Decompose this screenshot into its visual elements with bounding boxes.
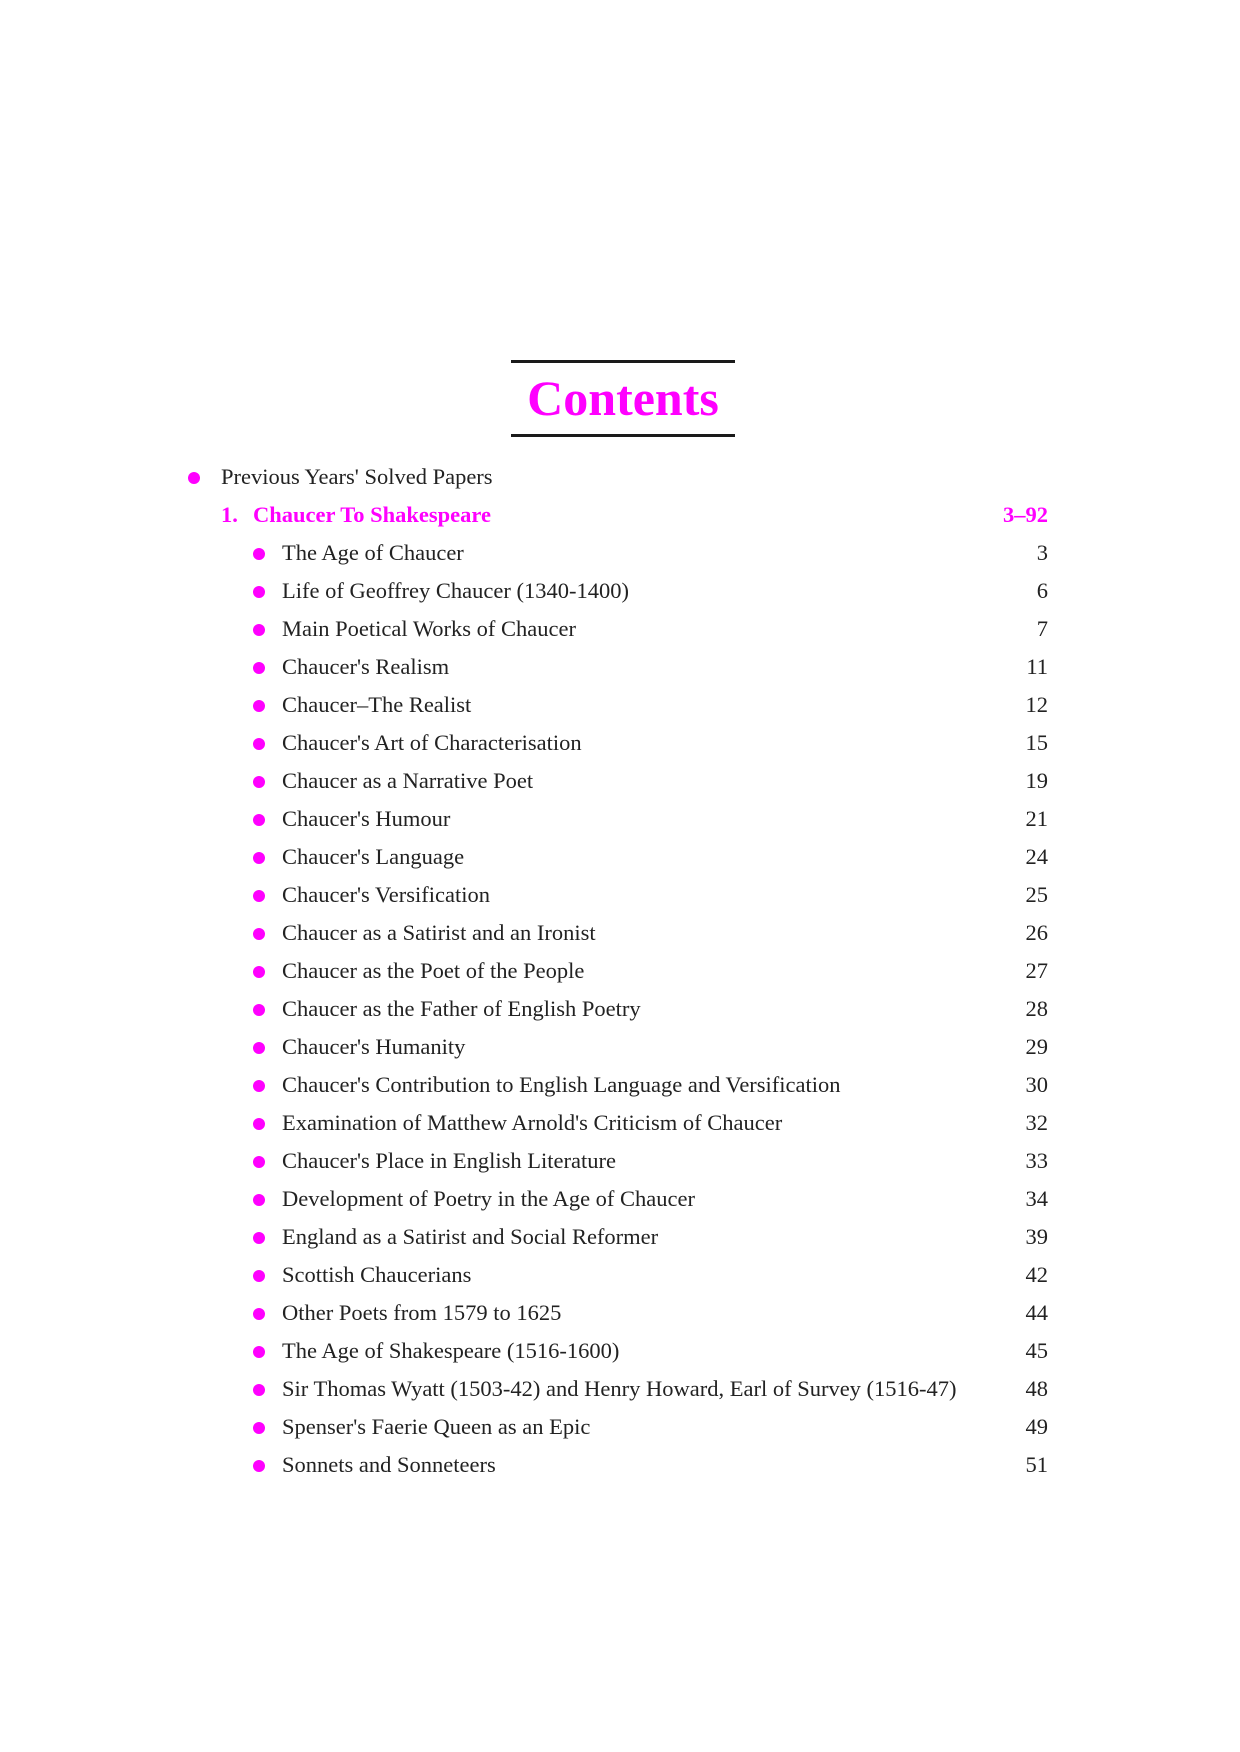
toc-entry-label: Chaucer as a Satirist and an Ironist — [282, 920, 596, 945]
toc-entry[interactable] — [253, 610, 1048, 648]
bullet-icon — [253, 1080, 265, 1092]
toc-entry[interactable] — [253, 648, 1048, 686]
toc-entry-page-number: 24 — [1025, 844, 1048, 869]
toc-entry-page-number: 49 — [1025, 1414, 1048, 1439]
toc-entry[interactable] — [253, 876, 1048, 914]
toc-entry[interactable] — [253, 1142, 1048, 1180]
bullet-icon — [253, 1194, 265, 1206]
toc-entry-label: Chaucer's Versification — [282, 882, 490, 907]
toc-entry-page-number: 26 — [1025, 920, 1048, 945]
toc-entry-label: Chaucer's Realism — [282, 654, 450, 679]
toc-entry-label: Chaucer as a Narrative Poet — [282, 768, 534, 793]
toc-entry[interactable] — [253, 1408, 1048, 1446]
toc-entry-label: Chaucer as the Father of English Poetry — [282, 996, 641, 1021]
toc-entry-page-number: 25 — [1025, 882, 1048, 907]
bullet-icon — [253, 624, 265, 636]
toc-entry-page-number: 19 — [1025, 768, 1048, 793]
toc-entry[interactable] — [253, 838, 1048, 876]
bullet-icon — [253, 852, 265, 864]
toc-solved-papers-item[interactable] — [188, 458, 1048, 496]
toc-entry-label: Life of Geoffrey Chaucer (1340-1400) — [282, 578, 629, 603]
bullet-icon — [253, 928, 265, 940]
toc-entry-page-number: 27 — [1025, 958, 1048, 983]
toc-entry-label: Main Poetical Works of Chaucer — [282, 616, 576, 641]
bullet-icon — [253, 814, 265, 826]
toc-entry[interactable] — [253, 1294, 1048, 1332]
toc-entry[interactable] — [253, 762, 1048, 800]
toc-entry[interactable] — [253, 914, 1048, 952]
toc-entry-label: Chaucer's Art of Characterisation — [282, 730, 582, 755]
toc-entry-page-number: 44 — [1025, 1300, 1048, 1325]
bullet-icon — [253, 1384, 265, 1396]
toc-entry[interactable] — [253, 1180, 1048, 1218]
toc-entry[interactable] — [253, 534, 1048, 572]
bullet-icon — [253, 586, 265, 598]
bullet-icon — [253, 1156, 265, 1168]
toc-entry[interactable] — [253, 1332, 1048, 1370]
toc-entry-label: Chaucer as the Poet of the People — [282, 958, 585, 983]
toc-chapter-heading[interactable] — [221, 496, 1048, 534]
toc-entry-page-number: 34 — [1025, 1186, 1048, 1211]
bullet-icon — [253, 700, 265, 712]
toc-entry-page-number: 30 — [1025, 1072, 1048, 1097]
toc-entry[interactable] — [253, 990, 1048, 1028]
chapter-number: 1. — [221, 502, 238, 527]
toc-entry-label: The Age of Chaucer — [282, 540, 464, 565]
toc-solved-papers-label: Previous Years' Solved Papers — [221, 464, 493, 489]
toc-entry[interactable] — [253, 1104, 1048, 1142]
toc-entry-label: Spenser's Faerie Queen as an Epic — [282, 1414, 591, 1439]
bullet-icon — [188, 472, 200, 484]
bullet-icon — [253, 662, 265, 674]
contents-heading — [511, 360, 735, 438]
toc-entry-page-number: 15 — [1025, 730, 1048, 755]
page-title: Contents — [527, 370, 719, 426]
toc-entry-label: Other Poets from 1579 to 1625 — [282, 1300, 562, 1325]
bullet-icon — [253, 1042, 265, 1054]
toc-entry-page-number: 21 — [1025, 806, 1048, 831]
bullet-icon — [253, 1422, 265, 1434]
toc-entry-page-number: 6 — [1036, 578, 1048, 603]
toc-entry[interactable] — [253, 572, 1048, 610]
toc-entry-label: England as a Satirist and Social Reformer — [282, 1224, 659, 1249]
toc-entry-label: Examination of Matthew Arnold's Criticism of Chaucer — [282, 1110, 783, 1135]
bullet-icon — [253, 1004, 265, 1016]
toc-entry-page-number: 51 — [1025, 1452, 1048, 1477]
toc-entry-page-number: 39 — [1025, 1224, 1048, 1249]
bullet-icon — [253, 1460, 265, 1472]
toc-entry-label: Chaucer's Humanity — [282, 1034, 466, 1059]
bullet-icon — [253, 1270, 265, 1282]
toc-entry[interactable] — [253, 686, 1048, 724]
chapter-title: Chaucer To Shakespeare — [253, 502, 491, 527]
toc-entry[interactable] — [253, 724, 1048, 762]
toc-entry[interactable] — [253, 800, 1048, 838]
bullet-icon — [253, 548, 265, 560]
toc-entry-label: Chaucer's Contribution to English Language and Versification — [282, 1072, 841, 1097]
toc-entry[interactable] — [253, 1218, 1048, 1256]
toc-entry-page-number: 42 — [1025, 1262, 1048, 1287]
toc-entry-page-number: 7 — [1036, 616, 1048, 641]
toc-entry-page-number: 48 — [1025, 1376, 1048, 1401]
toc-entry-label: The Age of Shakespeare (1516-1600) — [282, 1338, 620, 1363]
toc-entry[interactable] — [253, 1256, 1048, 1294]
toc-entry-label: Chaucer's Humour — [282, 806, 451, 831]
toc-entry-label: Chaucer–The Realist — [282, 692, 472, 717]
toc-entry[interactable] — [253, 1066, 1048, 1104]
toc-entry-page-number: 11 — [1026, 654, 1048, 679]
toc-entry-page-number: 12 — [1025, 692, 1048, 717]
toc-entry[interactable] — [253, 952, 1048, 990]
bullet-icon — [253, 966, 265, 978]
toc-entry-page-number: 28 — [1025, 996, 1048, 1021]
bullet-icon — [253, 738, 265, 750]
bullet-icon — [253, 1308, 265, 1320]
toc-entry-page-number: 33 — [1025, 1148, 1048, 1173]
toc-entry-label: Sonnets and Sonneteers — [282, 1452, 496, 1477]
bullet-icon — [253, 890, 265, 902]
toc-entry-label: Development of Poetry in the Age of Chaucer — [282, 1186, 696, 1211]
bullet-icon — [253, 776, 265, 788]
bullet-icon — [253, 1118, 265, 1130]
toc-entry-label: Chaucer's Place in English Literature — [282, 1148, 616, 1173]
toc-entry[interactable] — [253, 1028, 1048, 1066]
toc-entry-page-number: 29 — [1025, 1034, 1048, 1059]
toc-entry[interactable] — [253, 1446, 1048, 1484]
toc-entry-page-number: 32 — [1025, 1110, 1048, 1135]
toc-entry-label: Scottish Chaucerians — [282, 1262, 472, 1287]
toc-entry-label: Chaucer's Language — [282, 844, 465, 869]
toc-entry[interactable] — [253, 1370, 1048, 1408]
bullet-icon — [253, 1232, 265, 1244]
bullet-icon — [253, 1346, 265, 1358]
chapter-page-range: 3–92 — [1003, 502, 1048, 527]
toc-entry-page-number: 3 — [1036, 540, 1048, 565]
toc-entry-label: Sir Thomas Wyatt (1503-42) and Henry Howard, Earl of Survey (1516-47) — [282, 1376, 957, 1401]
toc-entry-page-number: 45 — [1025, 1338, 1048, 1363]
heading-top-rule — [511, 360, 735, 363]
heading-bottom-rule — [511, 434, 735, 437]
